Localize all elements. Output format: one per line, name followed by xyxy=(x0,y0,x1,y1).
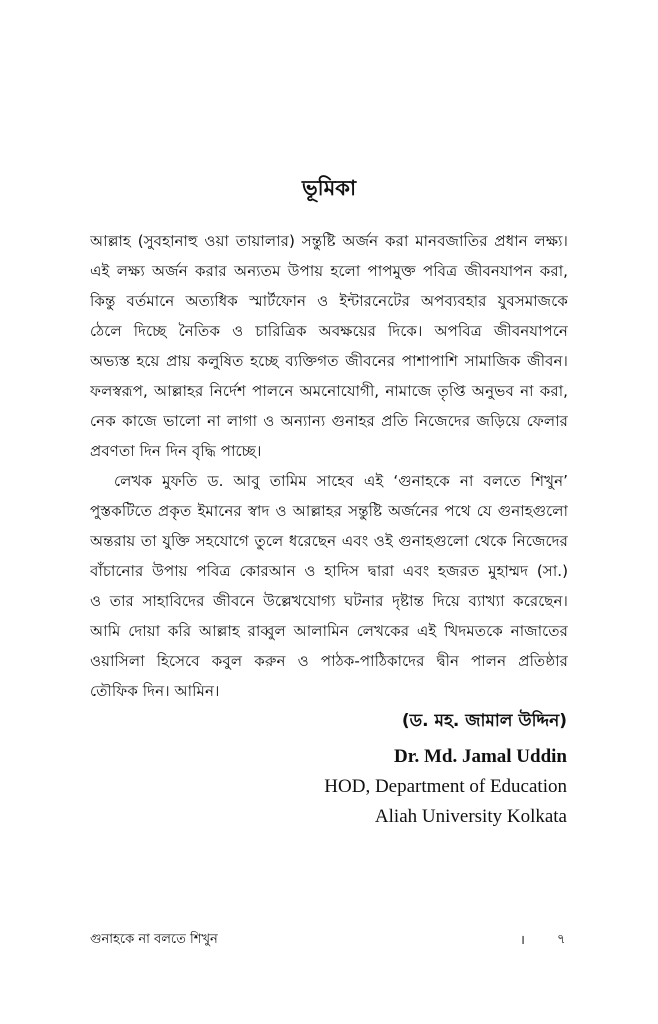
text-line: লেখক মুফতি ড. আবু তামিম সাহেব এই ‘গুনাহকে না বলতে শিখুন’ xyxy=(114,472,568,490)
text-line: পুস্তকটিতে প্রকৃত ইমানের স্বাদ ও আল্লাহর সন্তুষ্টি অর্জনের পথে যে গুনাহগুলো xyxy=(90,502,568,520)
text-line: আল্লাহ (সুবহানাহু ওয়া তায়ালার) সন্তুষ্টি অর্জন করা মানবজাতির প্রধান লক্ষ্য। xyxy=(90,232,568,250)
signature-bengali-name: (ড. মহ. জামাল উদ্দিন) xyxy=(401,711,567,731)
signature-position: HOD, Department of Education xyxy=(324,776,567,797)
paragraph-1 xyxy=(90,226,568,466)
page-title: ভূমিকা xyxy=(301,176,357,200)
text-line: ও তার সাহাবিদের জীবনে উল্লেখযোগ্য ঘটনার দৃষ্টান্ত দিয়ে ব্যাখ্যা করেছেন। xyxy=(90,592,568,610)
signature-english-name: Dr. Md. Jamal Uddin xyxy=(394,746,567,767)
text-line: এই লক্ষ্য অর্জন করার অন্যতম উপায় হলো পাপমুক্ত পবিত্র জীবনযাপন করা, xyxy=(90,262,568,280)
footer-book-title: গুনাহকে না বলতে শিখুন xyxy=(90,932,218,947)
text-line: ঠেলে দিচ্ছে নৈতিক ও চারিত্রিক অবক্ষয়ের দিকে। অপবিত্র জীবনযাপনে xyxy=(90,322,568,340)
paragraph-2 xyxy=(90,466,568,706)
text-line: আমি দোয়া করি আল্লাহ রাব্বুল আলামিন লেখকের এই খিদমতকে নাজাতের xyxy=(90,622,568,640)
text-line: বাঁচানোর উপায় পবিত্র কোরআন ও হাদিস দ্বারা এবং হজরত মুহাম্মদ (সা.) xyxy=(90,562,568,580)
footer-page-number: ৭ xyxy=(557,932,566,947)
text-line: ওয়াসিলা হিসেবে কবুল করুন ও পাঠক-পাঠিকাদের দ্বীন পালন প্রতিষ্ঠার xyxy=(90,652,568,670)
text-line: তৌফিক দিন। আমিন। xyxy=(90,682,220,700)
text-line: প্রবণতা দিন দিন বৃদ্ধি পাচ্ছে। xyxy=(90,442,262,460)
preface-body xyxy=(90,226,568,706)
text-line: অভ্যস্ত হয়ে প্রায় কলুষিত হচ্ছে ব্যক্তিগত জীবনের পাশাপাশি সামাজিক জীবন। xyxy=(90,352,568,370)
text-line: ফলস্বরূপ, আল্লাহর নির্দেশ পালনে অমনোযোগী, নামাজে তৃপ্তি অনুভব না করা, xyxy=(90,382,568,400)
footer-separator: । xyxy=(520,933,525,948)
text-line: কিন্তু বর্তমানে অত্যধিক স্মার্টফোন ও ইন্টারনেটের অপব্যবহার যুবসমাজকে xyxy=(90,292,568,310)
text-line: নেক কাজে ভালো না লাগা ও অন্যান্য গুনাহর প্রতি নিজেদের জড়িয়ে ফেলার xyxy=(90,412,568,430)
signature-institution: Aliah University Kolkata xyxy=(374,806,567,827)
text-line: অন্তরায় তা যুক্তি সহযোগে তুলে ধরেছেন এবং ওই গুনাহগুলো থেকে নিজেদের xyxy=(90,532,568,550)
